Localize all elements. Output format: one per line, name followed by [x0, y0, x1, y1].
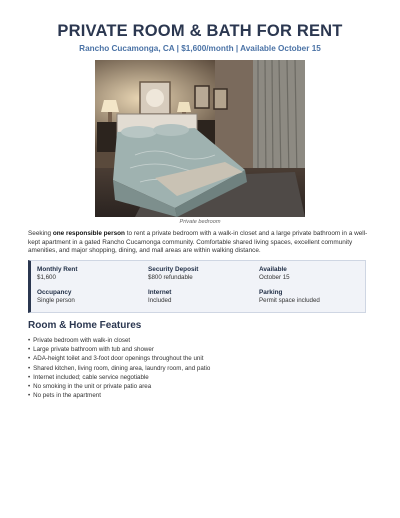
detail-value: Permit space included	[259, 296, 320, 304]
photo-caption: Private bedroom	[179, 219, 221, 225]
detail-value: $800 refundable	[148, 274, 193, 281]
list-item: • Private bedroom with walk-in closet	[28, 336, 368, 345]
detail-security-deposit	[148, 266, 259, 283]
detail-label: Internet	[148, 288, 172, 296]
detail-label: Parking	[259, 288, 283, 296]
detail-value: October 15	[259, 274, 290, 281]
list-item: • Large private bathroom with tub and shower	[28, 345, 368, 354]
bedroom-photo-illustration	[95, 60, 305, 217]
detail-label: Security Deposit	[148, 266, 199, 273]
page-subtitle: Rancho Cucamonga, CA | $1,600/month | Available October 15	[79, 44, 321, 53]
list-item: • Internet included; cable service negotiable	[28, 373, 368, 382]
detail-occupancy	[37, 289, 148, 306]
detail-label: Occupancy	[37, 288, 72, 296]
detail-value: Included	[148, 296, 172, 304]
page-title: PRIVATE ROOM & BATH FOR RENT	[57, 22, 343, 40]
detail-label: Available	[259, 266, 287, 273]
bedroom-photo	[95, 60, 305, 217]
details-box	[28, 260, 366, 313]
detail-label: Monthly Rent	[37, 266, 78, 273]
list-item: • No smoking in the unit or private patio area	[28, 382, 368, 391]
detail-parking	[259, 289, 359, 306]
list-item: • No pets in the apartment	[28, 391, 368, 400]
detail-value: Single person	[37, 296, 75, 304]
list-item: • ADA-height toilet and 3-foot door openings throughout the unit	[28, 354, 368, 363]
detail-internet	[148, 289, 259, 306]
detail-available	[259, 266, 359, 283]
details-grid	[37, 266, 357, 305]
features-heading: Room & Home Features	[28, 320, 142, 331]
intro-paragraph	[28, 230, 372, 256]
features-list	[28, 336, 368, 400]
detail-value: $1,600	[37, 274, 56, 281]
list-item: • Shared kitchen, living room, dining area, laundry room, and patio	[28, 364, 368, 373]
intro-lead: Seeking	[28, 230, 53, 237]
intro-rest: to rent a private bedroom with a walk-in closet and a large private bathroom in a well-kept apartment in a gated Rancho Cucamonga community. Comfortable shared living spaces, excellent community amenities, and major shopping, dining, and mall areas are within walking distance.	[28, 230, 368, 255]
intro-emphasis: one responsible person	[52, 230, 125, 237]
detail-monthly-rent	[37, 266, 148, 283]
